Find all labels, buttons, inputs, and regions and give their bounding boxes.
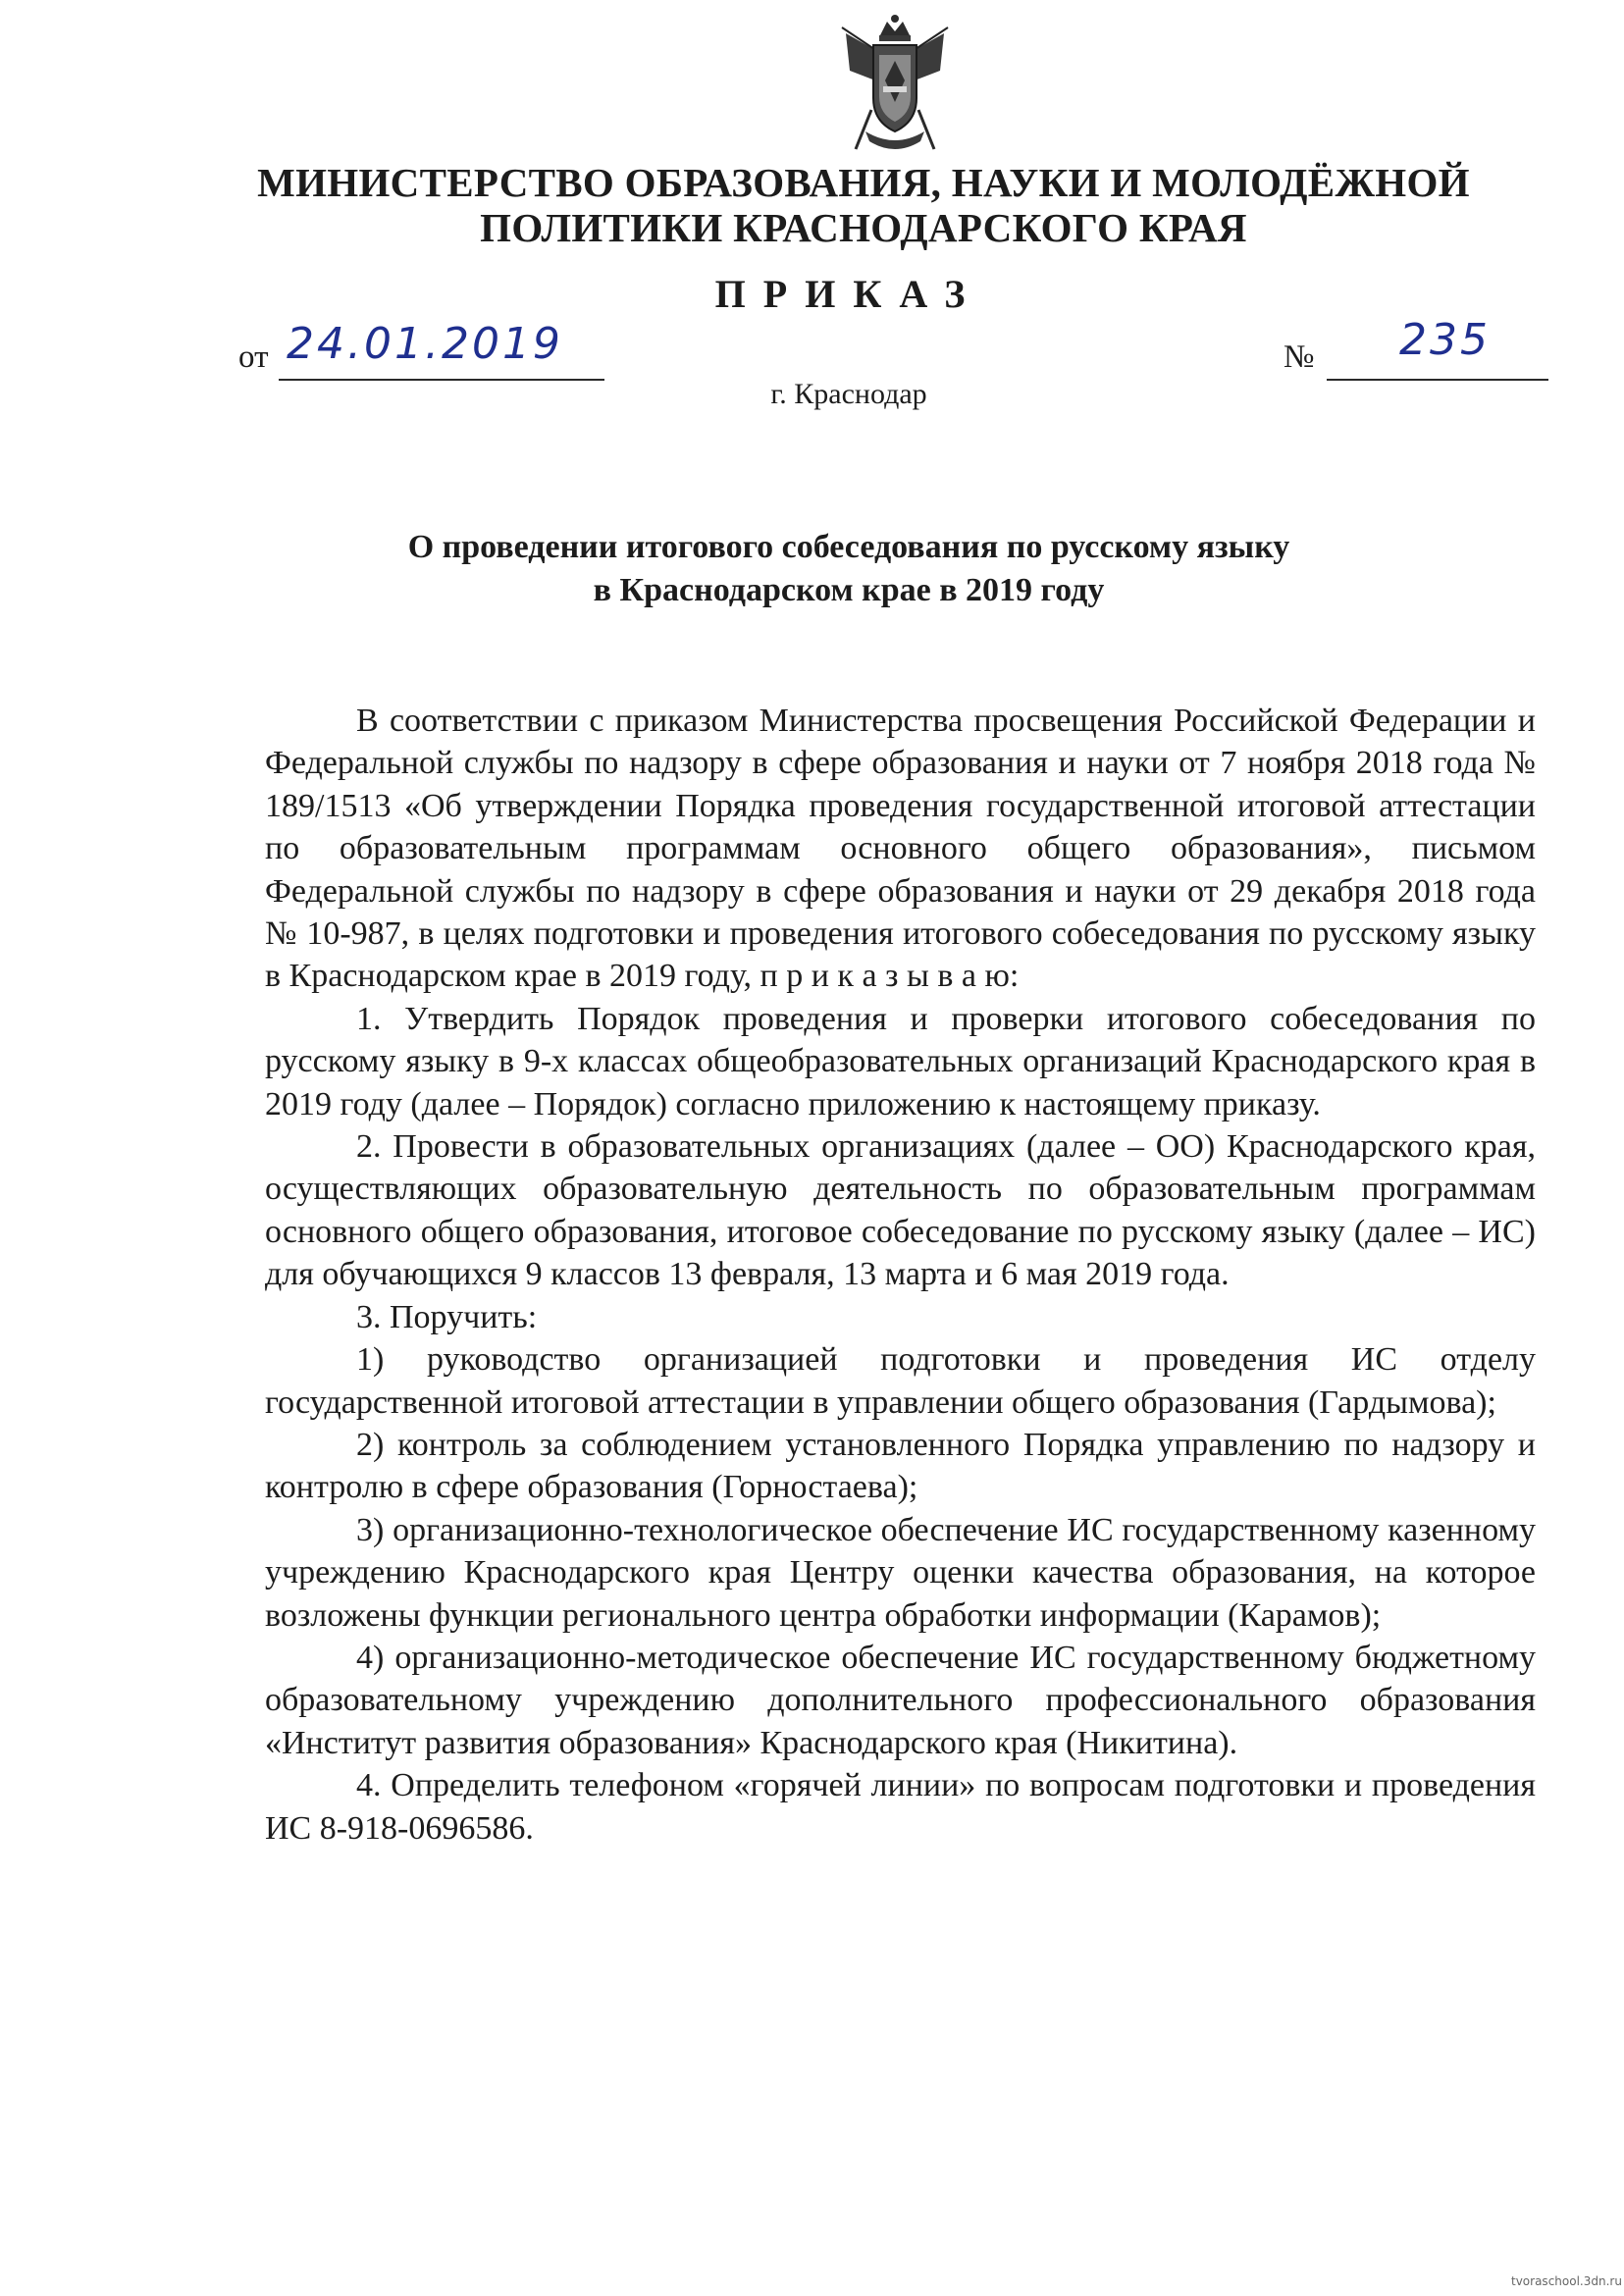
clause-3-item-3: 3) организационно-технологическое обеспечение ИС государственному казенному учреждению Краснодарского края Центру оценки качества образования, на которое возложены функции регионального центра обработки информации (Карамов);	[265, 1511, 1536, 1634]
clause-2: 2. Провести в образовательных организациях (далее – ОО) Краснодарского края, осуществляющих образовательную деятельность по образовательным программам основного общего образования, итоговое собеседование по русскому языку (далее – ИС) для обучающихся 9 классов 13 февраля, 13 марта и 6 мая 2019 года.	[265, 1128, 1536, 1293]
preamble-paragraph: В соответствии с приказом Министерства просвещения Российской Федерации и Федеральной службы по надзору в сфере образования и науки от 7 ноября 2018 года № 189/1513 «Об утверждении Порядка проведения государственной итоговой аттестации по образовательным программам основного общего образования», письмом Федеральной службы по надзору в сфере образования и науки от 29 декабря 2018 года № 10-987, в целях подготовки и проведения итогового собеседования по русскому языку в Краснодарском крае в 2019 году, п р и к а з ы в а ю:	[265, 703, 1536, 995]
clause-3-item-4: 4) организационно-методическое обеспечение ИС государственному бюджетному образовательному учреждению дополнительного профессионального образования «Институт развития образования» Краснодарского края (Никитина).	[265, 1639, 1536, 1761]
number-underline	[1327, 379, 1548, 381]
clause-3-item-2: 2) контроль за соблюдением установленного Порядка управлению по надзору и контролю в сфере образования (Горностаева);	[265, 1426, 1536, 1506]
handwritten-date: 24.01.2019	[287, 319, 563, 369]
clause-4: 4. Определить телефоном «горячей линии» по вопросам подготовки и проведения ИС 8-918-0696586.	[265, 1767, 1536, 1847]
date-underline	[279, 379, 604, 381]
order-subject	[314, 526, 1384, 612]
clause-1: 1. Утвердить Порядок проведения и проверки итогового собеседования по русскому языку в 9-х классах общеобразовательных организаций Краснодарского края в 2019 году (далее – Порядок) согласно приложению к настоящему приказу.	[265, 1000, 1536, 1122]
source-watermark: tvoraschool.3dn.ru	[1511, 2274, 1622, 2288]
subject-line-1: О проведении итогового собеседования по русскому языку	[407, 529, 1290, 565]
number-label: №	[1283, 339, 1315, 375]
order-title: ПРИКАЗ	[714, 272, 983, 316]
handwritten-number: 235	[1399, 315, 1491, 365]
clause-3-item-1: 1) руководство организацией подготовки и проведения ИС отделу государственной итоговой аттестации в управлении общего образования (Гардымова);	[265, 1341, 1536, 1421]
ministry-name-line-2: ПОЛИТИКИ КРАСНОДАРСКОГО КРАЯ	[480, 205, 1247, 250]
date-label: от	[238, 339, 269, 375]
coat-of-arms-icon	[836, 12, 954, 159]
subject-line-2: в Краснодарском крае в 2019 году	[593, 572, 1105, 608]
ministry-name-line-1: МИНИСТЕРСТВО ОБРАЗОВАНИЯ, НАУКИ И МОЛОДЁЖНОЙ	[257, 160, 1470, 205]
order-body	[265, 700, 1536, 1850]
clause-3: 3. Поручить:	[356, 1298, 538, 1335]
city-label: г. Краснодар	[770, 378, 927, 410]
